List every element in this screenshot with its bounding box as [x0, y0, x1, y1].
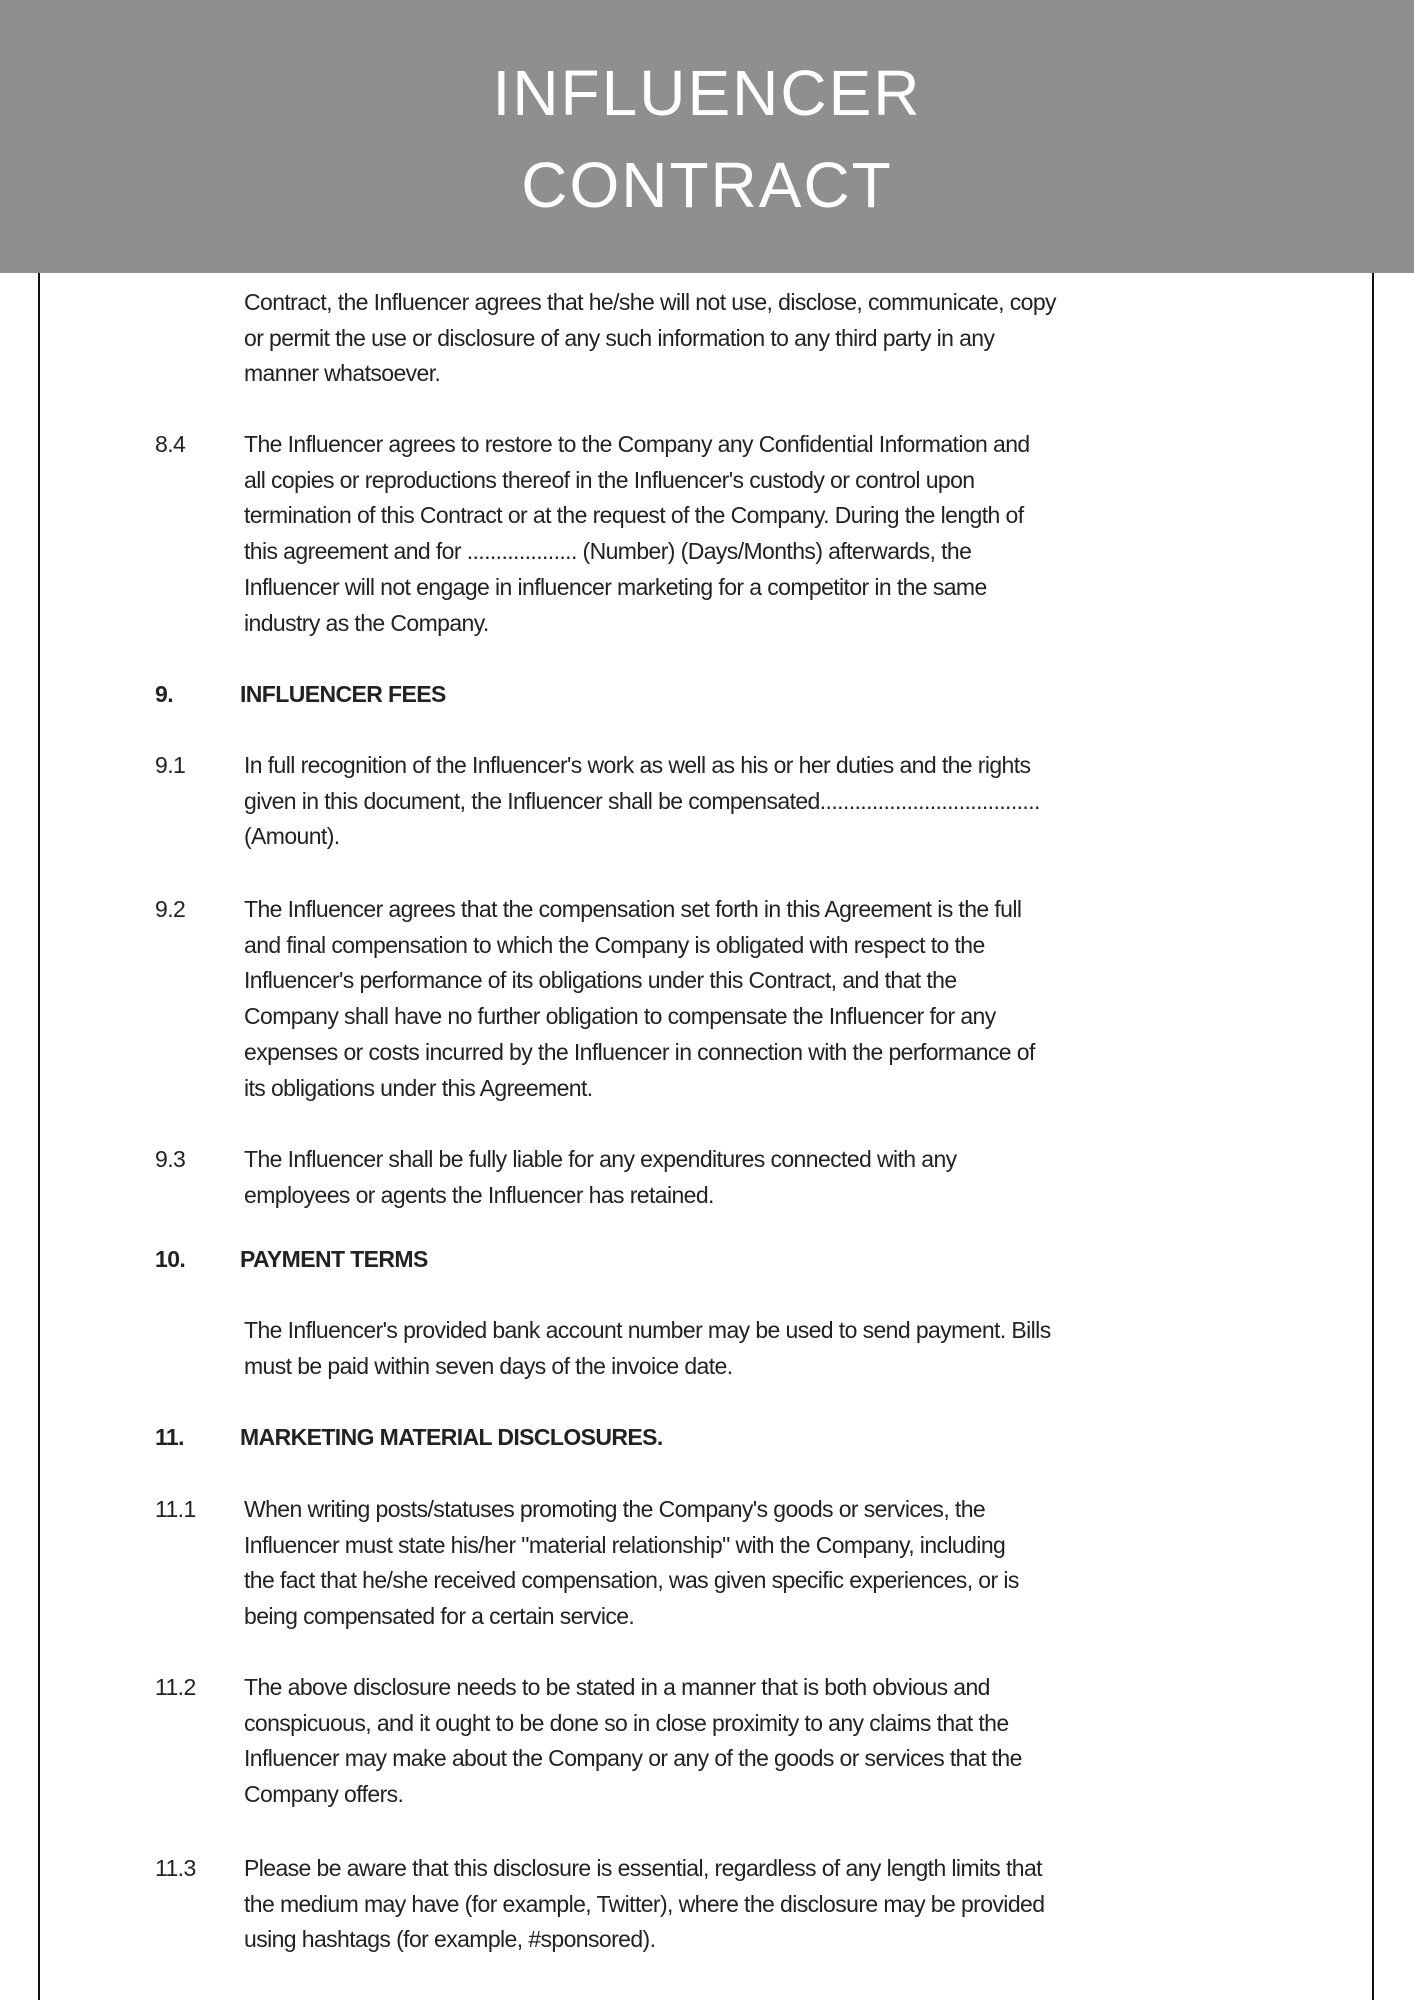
text-line: Influencer will not engage in influencer marketing for a competitor in the same	[244, 573, 987, 600]
text-line: Influencer's performance of its obligations under this Contract, and that the	[244, 967, 957, 994]
text-line: The Influencer's provided bank account number may be used to send payment. Bills	[244, 1317, 1051, 1343]
heading-title: INFLUENCER FEES	[240, 681, 446, 707]
clause-number: 8.4	[155, 431, 186, 457]
clause-text	[244, 1142, 1254, 1213]
text-line: When writing posts/statuses promoting the Company's goods or services, the	[244, 1496, 986, 1522]
text-line: or permit the use or disclosure of any such information to any third party in any	[244, 324, 995, 351]
title-line-1: INFLUENCER	[492, 57, 922, 129]
clause-text	[244, 1670, 1254, 1813]
text-line: conspicuous, and it ought to be done so in close proximity to any claims that the	[244, 1709, 1009, 1736]
clause-text	[244, 427, 1254, 641]
clause-number: 11.	[155, 1424, 184, 1450]
text-line: Company offers.	[244, 1781, 404, 1808]
text-line: (Amount).	[244, 823, 340, 850]
text-line: In full recognition of the Influencer's work as well as his or her duties and the rights	[244, 752, 1031, 778]
text-line: The Influencer agrees to restore to the Company any Confidential Information and	[244, 431, 1030, 457]
text-line: Influencer must state his/her "material relationship" with the Company, including	[244, 1531, 1006, 1558]
title-line-2: CONTRACT	[521, 149, 893, 221]
clause-number: 11.1	[155, 1496, 196, 1522]
text-line: Contract, the Influencer agrees that he/she will not use, disclose, communicate, copy	[244, 289, 1056, 315]
text-line: termination of this Contract or at the request of the Company. During the length of	[244, 502, 1024, 529]
text-line: all copies or reproductions thereof in the Influencer's custody or control upon	[244, 466, 975, 493]
header-banner	[0, 0, 1414, 273]
text-line: the fact that he/she received compensation, was given specific experiences, or is	[244, 1567, 1019, 1594]
text-line: Company shall have no further obligation to compensate the Influencer for any	[244, 1003, 996, 1030]
text-line: given in this document, the Influencer shall be compensated......................................	[244, 787, 1040, 814]
text-line: manner whatsoever.	[244, 360, 441, 387]
text-line: this agreement and for ................... (Number) (Days/Months) afterwards, the	[244, 538, 972, 565]
clause-text	[240, 1242, 1250, 1278]
clause-text	[244, 1851, 1254, 1958]
clause-text	[244, 285, 1254, 392]
clause-number: 9.1	[155, 752, 186, 778]
text-line: The Influencer shall be fully liable for any expenditures connected with any	[244, 1146, 957, 1172]
heading-title: MARKETING MATERIAL DISCLOSURES.	[240, 1424, 663, 1450]
clause-text	[244, 748, 1254, 855]
clause-text	[240, 1420, 1250, 1456]
clause-text	[244, 892, 1254, 1106]
text-line: must be paid within seven days of the invoice date.	[244, 1352, 733, 1379]
text-line: the medium may have (for example, Twitter), where the disclosure may be provided	[244, 1890, 1045, 1917]
clause-text	[244, 1313, 1254, 1384]
clause-number: 11.2	[155, 1674, 196, 1700]
text-line: employees or agents the Influencer has retained.	[244, 1181, 714, 1208]
text-line: its obligations under this Agreement.	[244, 1074, 593, 1101]
clause-number: 11.3	[155, 1855, 196, 1881]
clause-number: 9.3	[155, 1146, 186, 1172]
clause-number: 9.2	[155, 896, 186, 922]
text-line: Influencer may make about the Company or any of the goods or services that the	[244, 1745, 1022, 1772]
text-line: The Influencer agrees that the compensation set forth in this Agreement is the full	[244, 896, 1022, 922]
clause-text	[244, 1492, 1254, 1635]
text-line: expenses or costs incurred by the Influencer in connection with the performance of	[244, 1038, 1035, 1065]
text-line: using hashtags (for example, #sponsored).	[244, 1926, 656, 1953]
page-border-left	[38, 273, 40, 2000]
text-line: industry as the Company.	[244, 609, 489, 636]
clause-number: 10.	[155, 1246, 186, 1272]
text-line: Please be aware that this disclosure is essential, regardless of any length limits that	[244, 1855, 1042, 1881]
text-line: being compensated for a certain service.	[244, 1603, 635, 1630]
heading-title: PAYMENT TERMS	[240, 1246, 428, 1272]
text-line: The above disclosure needs to be stated in a manner that is both obvious and	[244, 1674, 990, 1700]
text-line: and final compensation to which the Company is obligated with respect to the	[244, 931, 985, 958]
clause-text	[240, 677, 1250, 713]
clause-number: 9.	[155, 681, 173, 707]
page-border-right	[1372, 273, 1374, 2000]
